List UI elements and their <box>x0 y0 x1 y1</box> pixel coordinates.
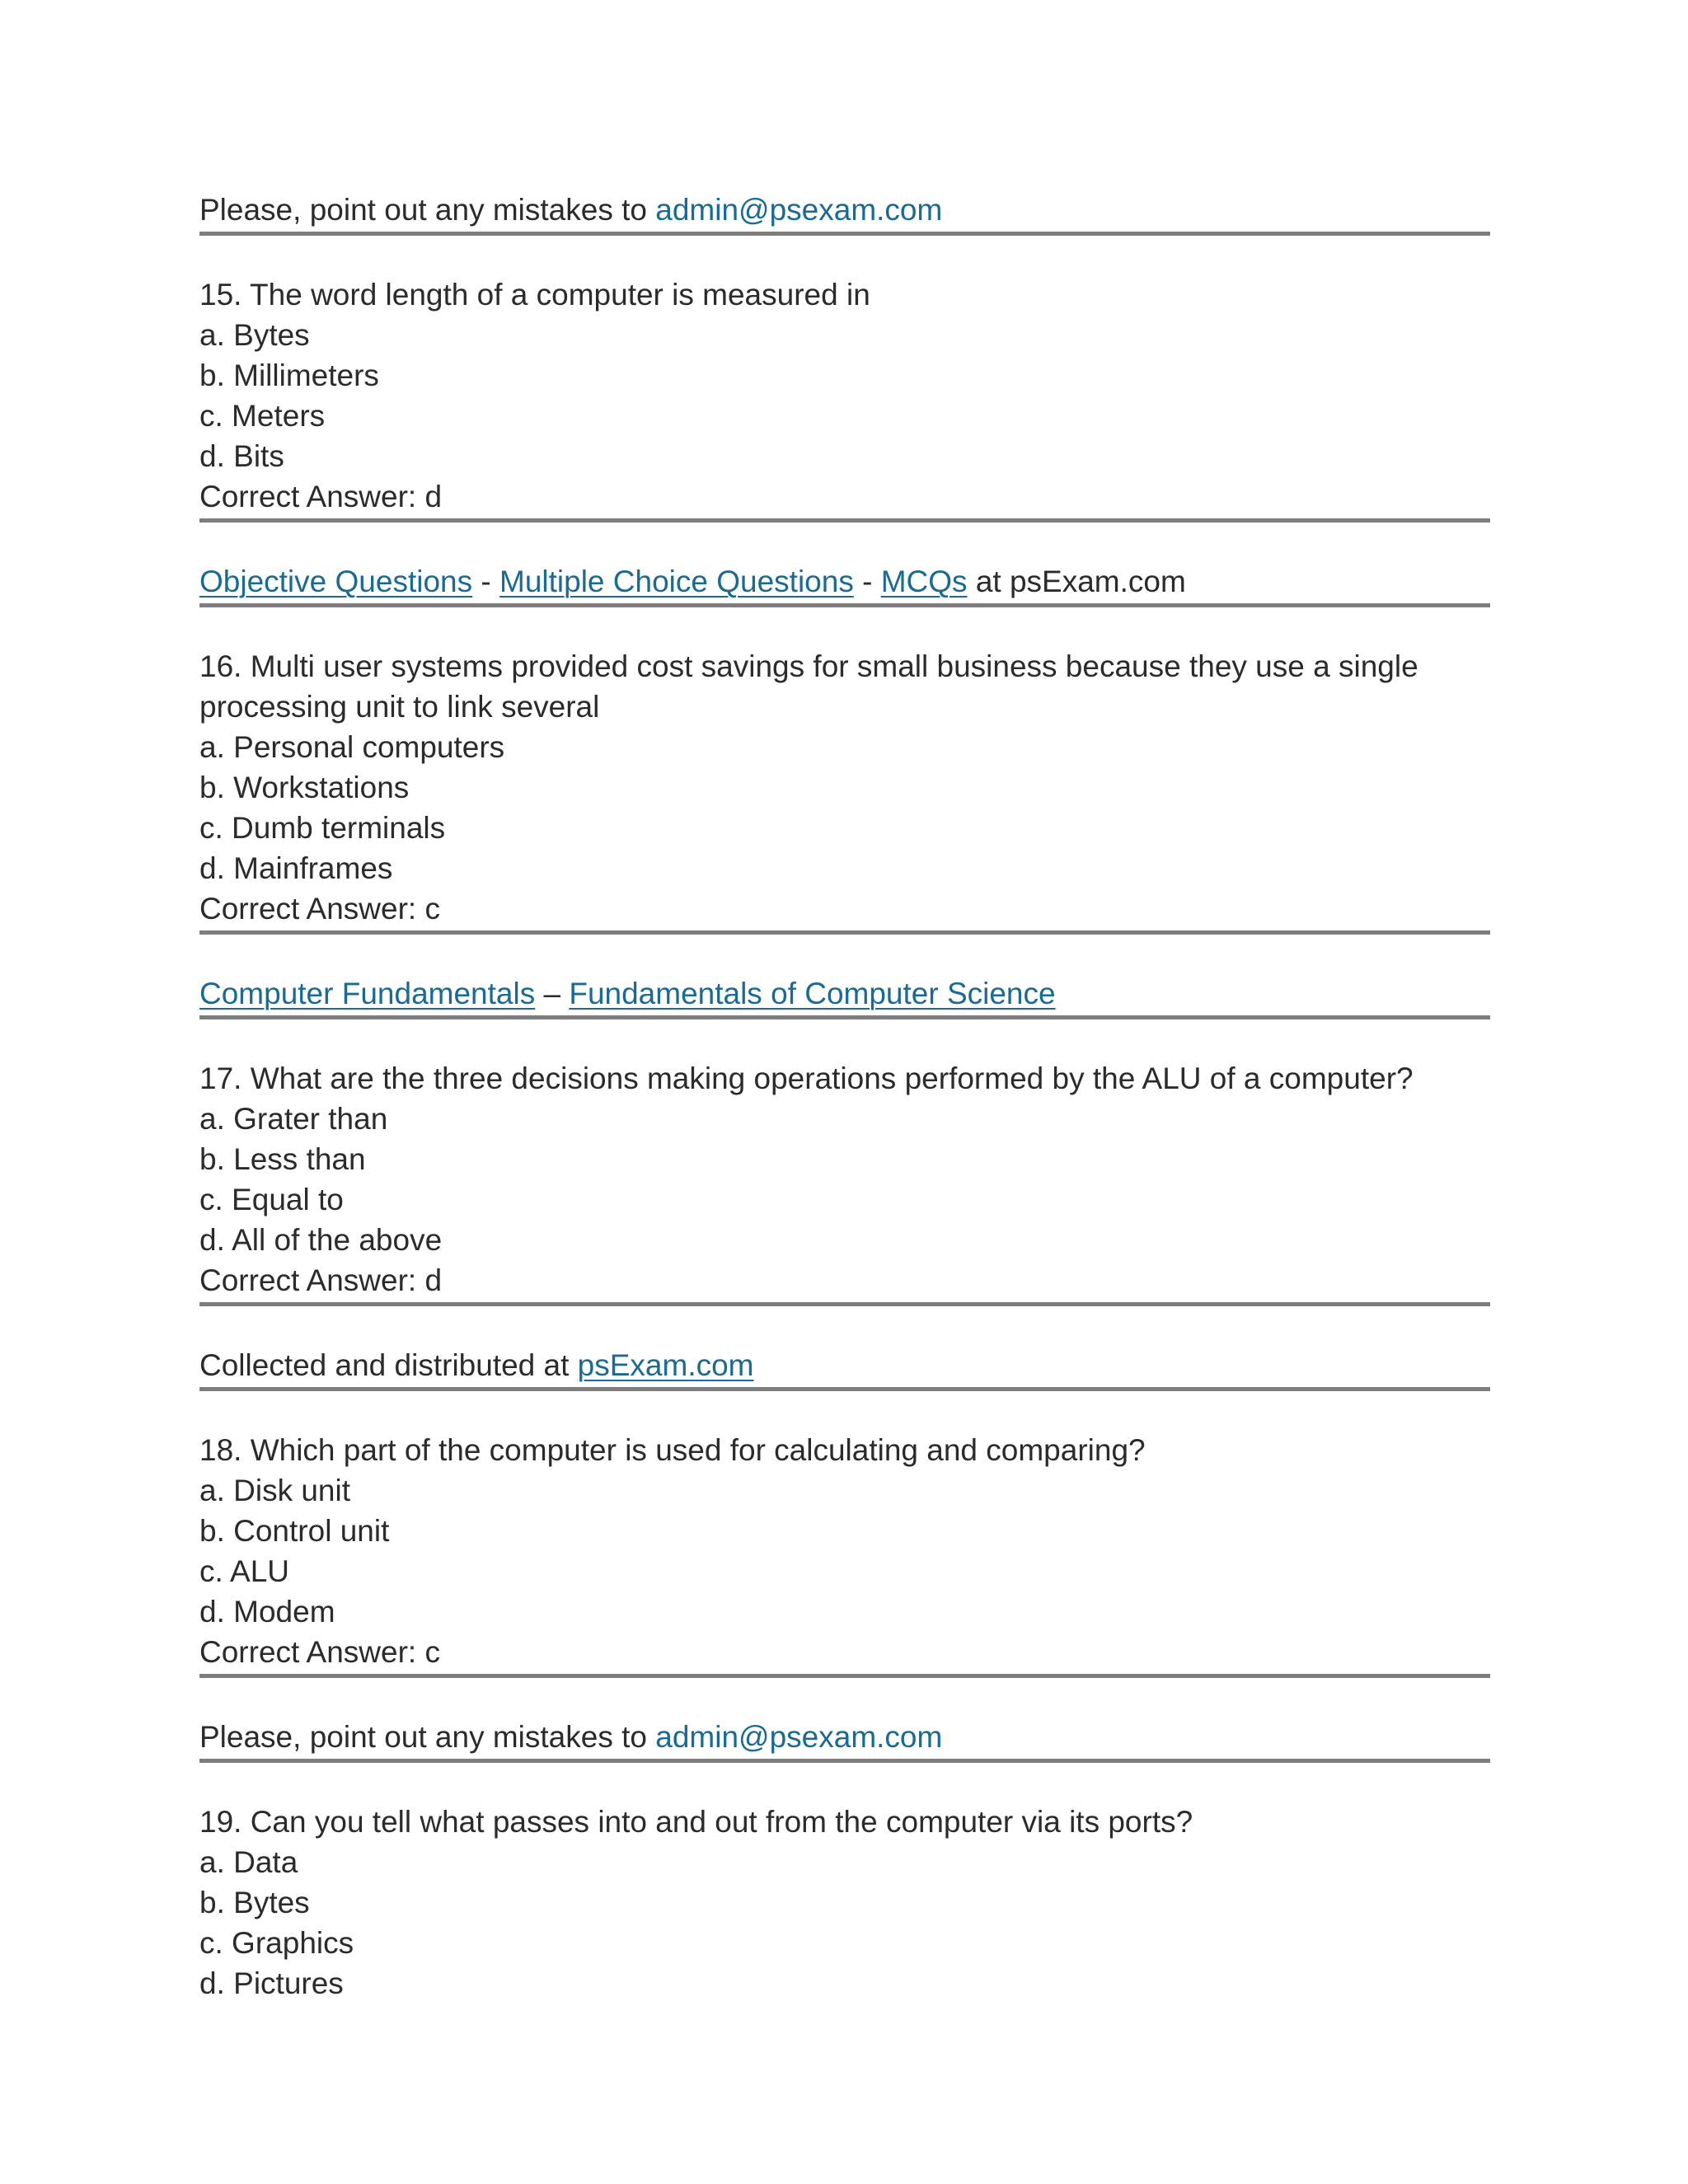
option-b: b. Control unit <box>199 1514 390 1548</box>
question-16 <box>199 646 1490 929</box>
mcqs-link[interactable]: MCQs <box>880 565 968 598</box>
option-c: c. Graphics <box>199 1926 354 1960</box>
question-text: 18. Which part of the computer is used for calculating and comparing? <box>199 1433 1146 1467</box>
document-page <box>199 190 1490 2004</box>
promo-links-fundamentals: Computer Fundamentals – Fundamentals of Computer Science <box>199 977 1056 1010</box>
option-c: c. ALU <box>199 1554 289 1588</box>
question-text: 15. The word length of a computer is measured in <box>199 278 870 312</box>
notice-text: Please, point out any mistakes to <box>199 1720 656 1754</box>
question-text-line-2: processing unit to link several <box>199 690 600 724</box>
objective-questions-link[interactable]: Objective Questions <box>199 565 473 598</box>
option-a: a. Disk unit <box>199 1474 351 1507</box>
option-a: a. Personal computers <box>199 730 505 764</box>
correct-answer: Correct Answer: d <box>199 480 443 513</box>
collected-text: Collected and distributed at <box>199 1348 578 1382</box>
option-a: a. Bytes <box>199 318 310 352</box>
question-15 <box>199 274 1490 517</box>
option-d: d. All of the above <box>199 1223 443 1257</box>
question-19 <box>199 1802 1490 2004</box>
option-b: b. Bytes <box>199 1886 310 1919</box>
correct-answer: Correct Answer: c <box>199 892 440 926</box>
option-d: d. Bits <box>199 439 284 473</box>
question-text: 17. What are the three decisions making operations performed by the ALU of a computer? <box>199 1062 1414 1095</box>
option-d: d. Modem <box>199 1595 335 1629</box>
question-17 <box>199 1058 1490 1301</box>
collected-notice <box>199 1345 1490 1385</box>
option-d: d. Mainframes <box>199 851 393 885</box>
correct-answer: Correct Answer: d <box>199 1263 443 1297</box>
option-c: c. Dumb terminals <box>199 811 446 845</box>
option-b: b. Less than <box>199 1142 366 1176</box>
mistakes-notice <box>199 190 1490 230</box>
option-b: b. Millimeters <box>199 359 379 392</box>
correct-answer: Correct Answer: c <box>199 1635 440 1669</box>
option-c: c. Meters <box>199 399 326 433</box>
fundamentals-of-computer-science-link[interactable]: Fundamentals of Computer Science <box>569 977 1056 1010</box>
multiple-choice-questions-link[interactable]: Multiple Choice Questions <box>499 565 854 598</box>
option-a: a. Grater than <box>199 1102 388 1136</box>
promo-links-mcq: Objective Questions - Multiple Choice Questions - MCQs at psExam.com <box>199 565 1186 598</box>
option-c: c. Equal to <box>199 1183 344 1216</box>
admin-email-link[interactable]: admin@psexam.com <box>655 193 943 227</box>
question-18 <box>199 1430 1490 1672</box>
notice-text: Please, point out any mistakes to <box>199 193 656 227</box>
option-d: d. Pictures <box>199 1966 344 2000</box>
computer-fundamentals-link[interactable]: Computer Fundamentals <box>199 977 536 1010</box>
option-b: b. Workstations <box>199 771 410 804</box>
question-text-line-1: 16. Multi user systems provided cost savings for small business because they use a single <box>199 649 1418 683</box>
mistakes-notice <box>199 1717 1490 1757</box>
psexam-link[interactable]: psExam.com <box>577 1348 754 1382</box>
admin-email-link[interactable]: admin@psexam.com <box>655 1720 943 1754</box>
option-a: a. Data <box>199 1845 298 1879</box>
question-text: 19. Can you tell what passes into and out from the computer via its ports? <box>199 1805 1193 1839</box>
